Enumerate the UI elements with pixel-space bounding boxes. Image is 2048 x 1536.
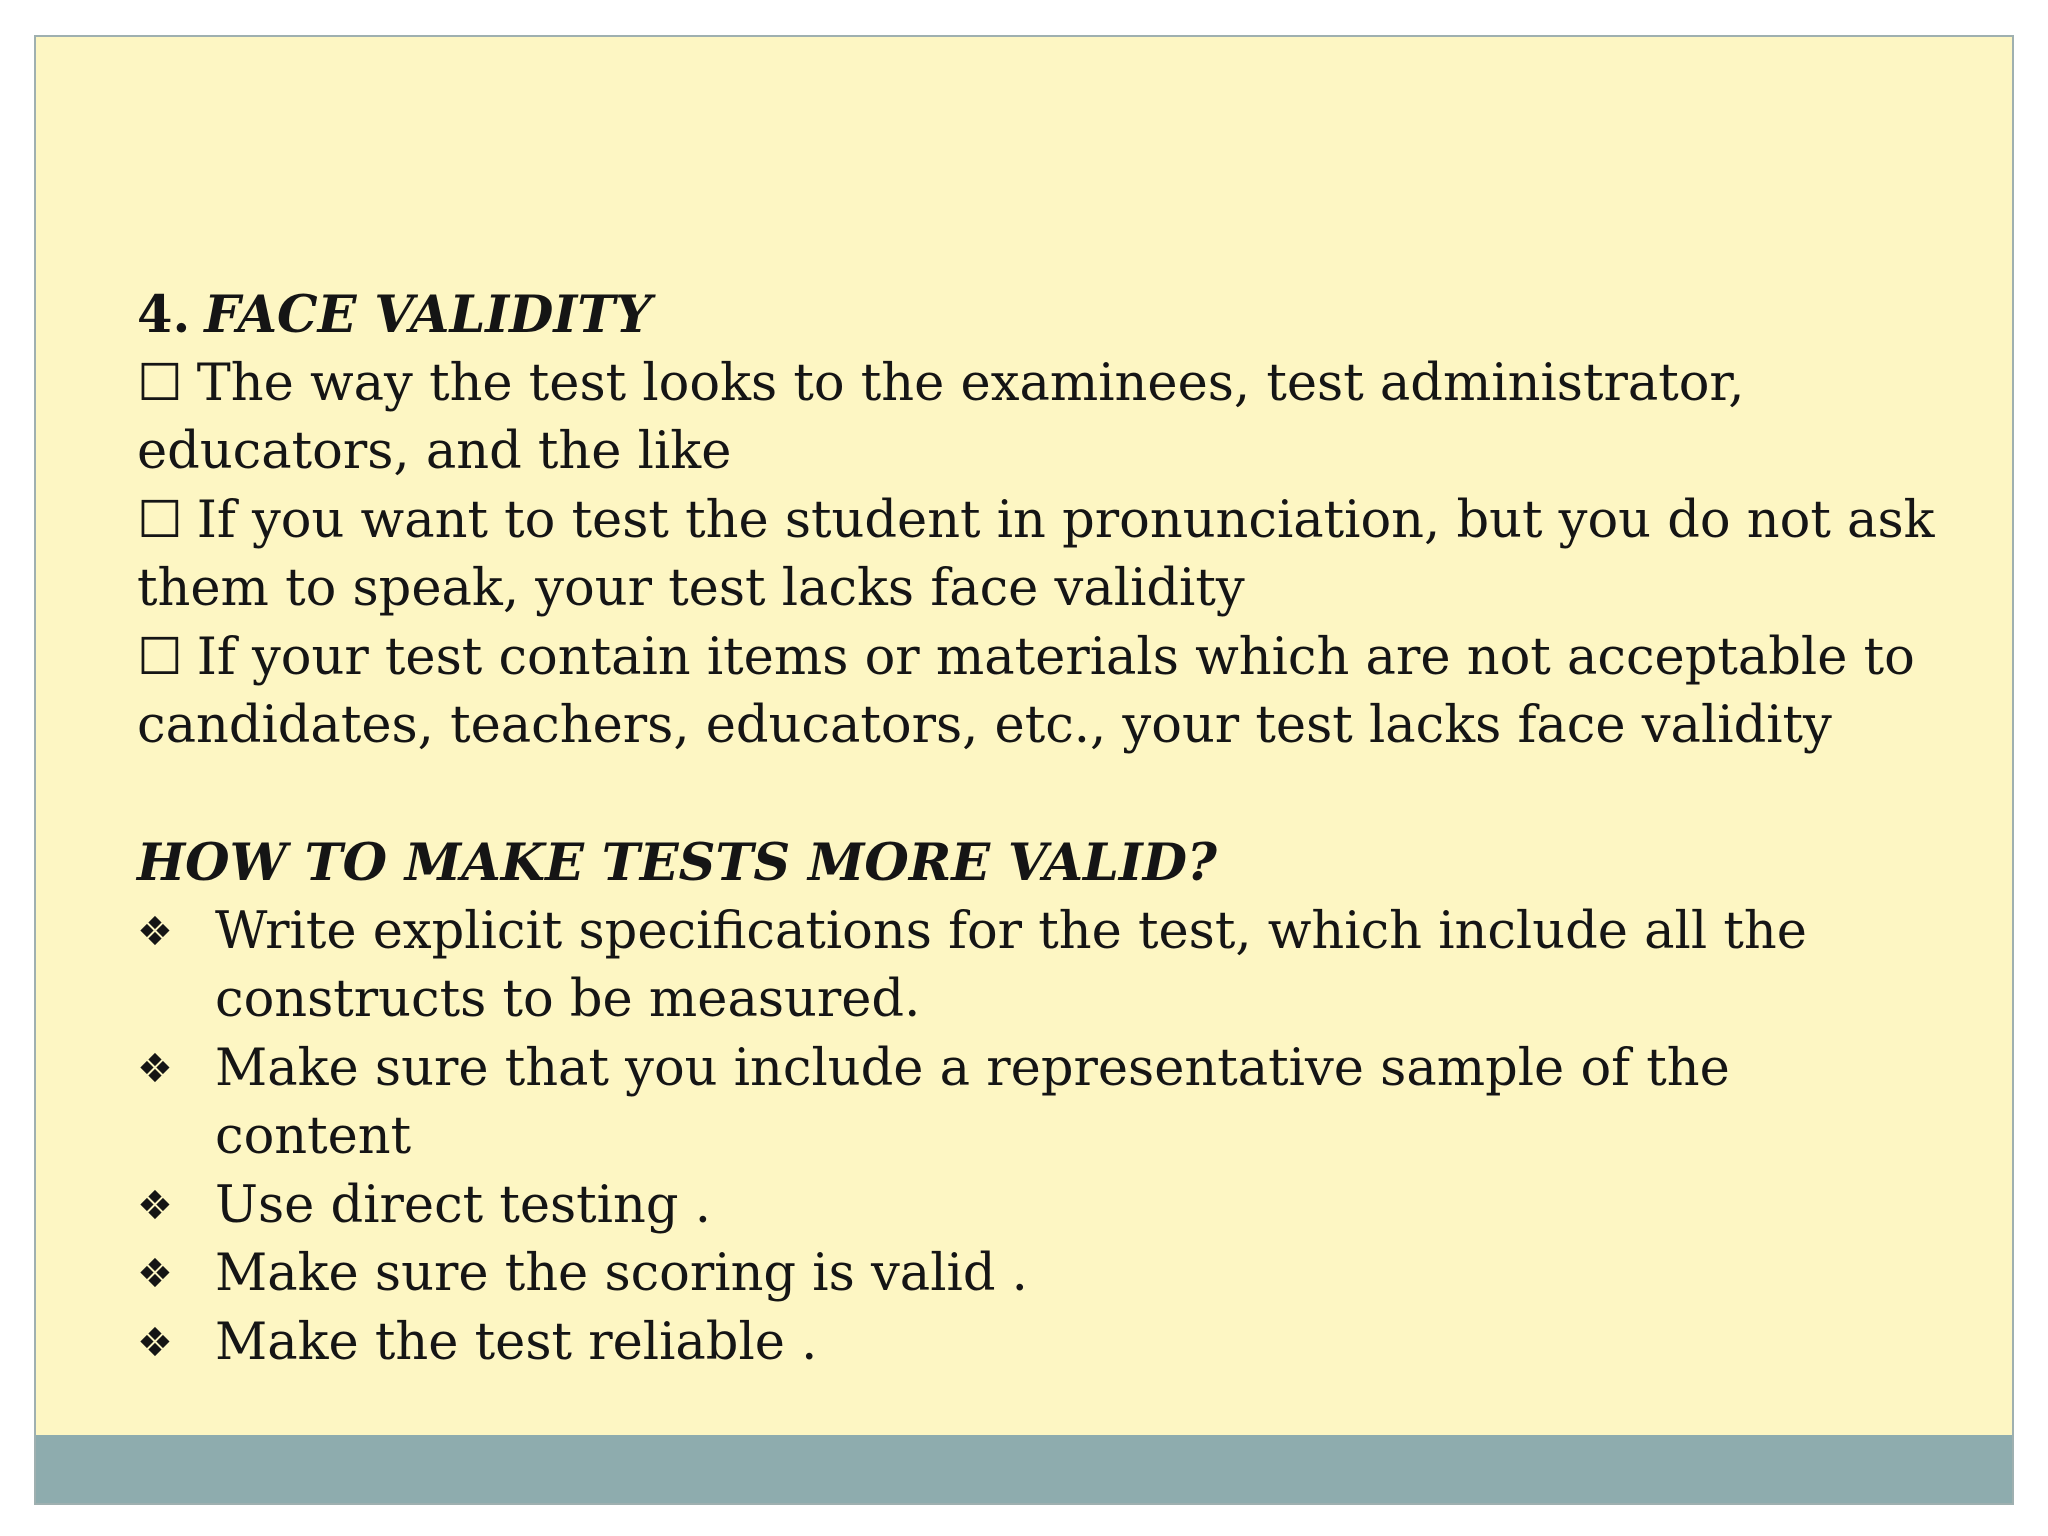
diamond-bullet-icon: ❖ xyxy=(137,1319,173,1366)
list-item-text: Make sure that you include a representative sample of the content xyxy=(215,1038,1730,1166)
list-item-text: Write explicit specifications for the test, which include all the constructs to be measured. xyxy=(215,901,1807,1029)
list-item-text: Make sure the scoring is valid . xyxy=(215,1244,1028,1303)
checkbox-bullet-icon: ☐ xyxy=(137,627,183,687)
slide-content xyxy=(137,281,1937,1377)
list-item xyxy=(137,1240,1937,1309)
slide xyxy=(34,35,2014,1505)
diamond-bullet-icon: ❖ xyxy=(137,908,173,955)
list-item xyxy=(137,1172,1937,1241)
list-item-text: Make the test reliable . xyxy=(215,1312,818,1372)
diamond-bullet-icon: ❖ xyxy=(137,1182,173,1229)
spacer xyxy=(137,761,1937,830)
paragraph xyxy=(137,350,1937,487)
checkbox-bullet-icon: ☐ xyxy=(137,353,183,413)
section-number: 4. xyxy=(137,285,191,345)
diamond-bullet-icon: ❖ xyxy=(137,1045,173,1092)
paragraph-text: If your test contain items or materials which are not acceptable to candidates, teachers, educators, etc., your test lacks face validity xyxy=(137,627,1915,755)
section-heading xyxy=(137,281,1937,350)
list-item xyxy=(137,1309,1937,1378)
list-item-text: Use direct testing . xyxy=(215,1175,711,1235)
diamond-bullet-icon: ❖ xyxy=(137,1251,173,1297)
paragraph-text: The way the test looks to the examinees, test administrator, educators, and the like xyxy=(137,353,1745,481)
section-title: FACE VALIDITY xyxy=(204,285,652,345)
list-item xyxy=(137,1035,1937,1172)
paragraph xyxy=(137,487,1937,624)
bullet-list xyxy=(137,898,1937,1378)
list-item xyxy=(137,898,1937,1035)
paragraph xyxy=(137,624,1937,761)
checkbox-bullet-icon: ☐ xyxy=(137,490,183,550)
paragraph-text: If you want to test the student in pronunciation, but you do not ask them to speak, your test lacks face validity xyxy=(137,490,1935,618)
footer-band xyxy=(36,1435,2012,1503)
subheading: HOW TO MAKE TESTS MORE VALID? xyxy=(137,833,1217,893)
